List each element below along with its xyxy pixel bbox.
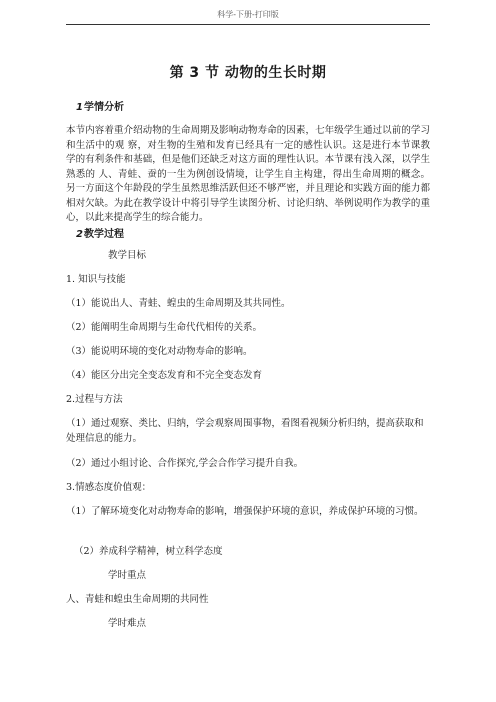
analysis-paragraph: 本节内容着重介绍动物的生命周期及影响动物寿命的因素，七年级学生通过以前的学习和生活中的观 察，对生物的生殖和发育已经具有一定的感性认识。这是进行本节课教学的有利条件和基础，但是他们还缺乏对这方面的理性认识。本节课有浅入深，以学生熟悉的 人、青蛙、蚕的一生为例创设情境，让学生自主构建，得出生命周期的概念。另一方面这个年龄段的学生虽然思维活跃但还不够严密，并且理论和实践方面的能力都 相对欠缺。为此在教学设计中将引导学生读图分析、讨论归纳、举例说明作为教学的重心，以此来提高学生的综合能力。 [66, 125, 430, 223]
key-point-label: 学时重点 [108, 570, 147, 581]
section-title: 学情分析 [83, 102, 124, 113]
section-title: 教学过程 [83, 229, 124, 240]
page-title: 第 3 节 动物的生长时期 [169, 65, 327, 81]
process-method-title: 2.过程与方法 [66, 394, 123, 405]
key-point-text: 人、青蛙和蝗虫生命周期的共同性 [66, 594, 209, 605]
process-method-item: （1）通过观察、类比、归纳，学会观察周围事物，看图看视频分析归纳，提高获取和处理信息的能力。 [66, 418, 424, 444]
process-method-item: （2）通过小组讨论、合作探究,学会合作学习提升自我。 [66, 458, 304, 469]
section-heading-process [76, 225, 124, 240]
section-heading-analysis [76, 98, 124, 113]
knowledge-item: （3）能说明环境的变化对动物寿命的影响。 [66, 346, 253, 357]
attitude-item: （1）了解环境变化对动物寿命的影响，增强保护环境的意识，养成保护环境的习惯。 [66, 506, 424, 517]
knowledge-title: 1. 知识与技能 [66, 274, 126, 285]
knowledge-item: （4）能区分出完全变态发育和不完全变态发育 [66, 370, 263, 381]
page-header: 科学-下册-打印版 [217, 10, 279, 19]
header-divider [66, 24, 430, 25]
section-number: 2 [76, 229, 83, 240]
attitude-item: （2）养成科学精神，树立科学态度 [74, 546, 223, 557]
section-number: 1 [76, 102, 83, 113]
attitude-title: 3.情感态度价值观： [66, 482, 152, 493]
knowledge-item: （2）能阐明生命周期与生命代代相传的关系。 [66, 322, 263, 333]
knowledge-item: （1）能说出人、青蛙、蝗虫的生命周期及其共同性。 [66, 298, 291, 309]
objectives-label: 教学目标 [108, 250, 147, 261]
difficulty-label: 学时难点 [108, 618, 147, 629]
